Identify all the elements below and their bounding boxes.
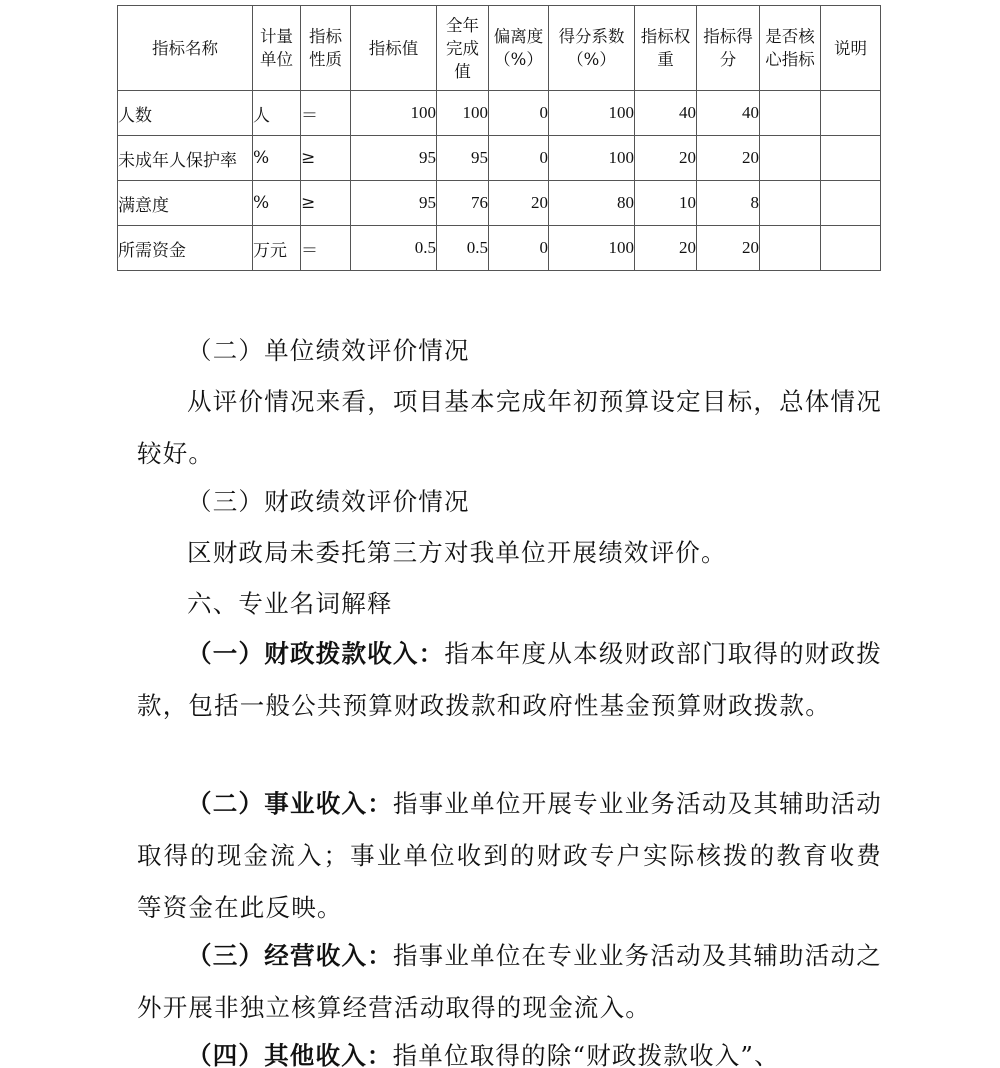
cell-nature: ≥ bbox=[301, 136, 351, 181]
term-text: 指事业单位在专业业务活动及其辅助活动之外开展非独立核算经营活动取得的现金流入。 bbox=[137, 941, 882, 1022]
cell-deviation: 20 bbox=[489, 181, 549, 226]
cell-score-coefficient: 100 bbox=[549, 226, 635, 271]
cell-unit: 人 bbox=[253, 91, 301, 136]
cell-indicator-name: 人数 bbox=[118, 91, 253, 136]
term-text: 指事业单位开展专业业务活动及其辅助活动取得的现金流入；事业单位收到的财政专户实际核拨的教育收费等资金在此反映。 bbox=[137, 789, 882, 922]
cell-target-value: 95 bbox=[351, 136, 437, 181]
table-row bbox=[118, 136, 881, 181]
cell-score-coefficient: 100 bbox=[549, 91, 635, 136]
cell-actual-value: 95 bbox=[437, 136, 489, 181]
term-definition-item bbox=[137, 930, 882, 1034]
cell-nature: ≥ bbox=[301, 181, 351, 226]
cell-target-value: 95 bbox=[351, 181, 437, 226]
cell-core-indicator bbox=[760, 136, 821, 181]
cell-indicator-name: 所需资金 bbox=[118, 226, 253, 271]
header-deviation: 偏离度 （%） bbox=[489, 6, 549, 91]
header-unit: 计量 单位 bbox=[253, 6, 301, 91]
cell-target-value: 0.5 bbox=[351, 226, 437, 271]
unit-eval-heading: （二）单位绩效评价情况 bbox=[187, 336, 470, 365]
header-actual-value: 全年 完成 值 bbox=[437, 6, 489, 91]
cell-score: 20 bbox=[697, 136, 760, 181]
cell-actual-value: 76 bbox=[437, 181, 489, 226]
cell-weight: 20 bbox=[635, 226, 697, 271]
cell-notes bbox=[821, 136, 881, 181]
cell-unit: 万元 bbox=[253, 226, 301, 271]
header-notes: 说明 bbox=[821, 6, 881, 91]
cell-target-value: 100 bbox=[351, 91, 437, 136]
cell-core-indicator bbox=[760, 181, 821, 226]
table-row bbox=[118, 226, 881, 271]
term-text: 指本年度从本级财政部门取得的财政拨款，包括一般公共预算财政拨款和政府性基金预算财政拨款。 bbox=[137, 639, 882, 720]
cell-weight: 10 bbox=[635, 181, 697, 226]
unit-eval-body: 从评价情况来看，项目基本完成年初预算设定目标，总体情况较好。 bbox=[137, 387, 882, 468]
cell-actual-value: 100 bbox=[437, 91, 489, 136]
cell-core-indicator bbox=[760, 226, 821, 271]
cell-indicator-name: 满意度 bbox=[118, 181, 253, 226]
cell-notes bbox=[821, 226, 881, 271]
header-core-indicator: 是否核 心指标 bbox=[760, 6, 821, 91]
cell-score: 20 bbox=[697, 226, 760, 271]
cell-nature: ＝ bbox=[301, 91, 351, 136]
header-nature: 指标 性质 bbox=[301, 6, 351, 91]
header-weight: 指标权 重 bbox=[635, 6, 697, 91]
cell-unit: % bbox=[253, 181, 301, 226]
term-label: （四）其他收入： bbox=[187, 1041, 393, 1068]
header-target-value: 指标值 bbox=[351, 6, 437, 91]
cell-unit: % bbox=[253, 136, 301, 181]
finance-eval-heading: （三）财政绩效评价情况 bbox=[187, 487, 470, 516]
cell-core-indicator bbox=[760, 91, 821, 136]
cell-deviation: 0 bbox=[489, 226, 549, 271]
cell-deviation: 0 bbox=[489, 136, 549, 181]
header-score: 指标得 分 bbox=[697, 6, 760, 91]
performance-indicator-table bbox=[117, 5, 881, 271]
cell-notes bbox=[821, 91, 881, 136]
term-label: （一）财政拨款收入： bbox=[187, 639, 445, 668]
term-definition-item bbox=[137, 1030, 882, 1068]
table-row bbox=[118, 91, 881, 136]
cell-weight: 40 bbox=[635, 91, 697, 136]
cell-notes bbox=[821, 181, 881, 226]
header-score-coefficient: 得分系数 （%） bbox=[549, 6, 635, 91]
term-label: （二）事业收入： bbox=[187, 789, 393, 818]
cell-deviation: 0 bbox=[489, 91, 549, 136]
cell-score-coefficient: 80 bbox=[549, 181, 635, 226]
cell-weight: 20 bbox=[635, 136, 697, 181]
header-indicator-name: 指标名称 bbox=[118, 6, 253, 91]
term-definition-item bbox=[137, 628, 882, 732]
cell-score: 40 bbox=[697, 91, 760, 136]
finance-eval-body: 区财政局未委托第三方对我单位开展绩效评价。 bbox=[187, 538, 727, 567]
terms-section-heading: 六、专业名词解释 bbox=[187, 589, 393, 618]
cell-indicator-name: 未成年人保护率 bbox=[118, 136, 253, 181]
table-header-row bbox=[118, 6, 881, 91]
cell-nature: ＝ bbox=[301, 226, 351, 271]
term-text: 指单位取得的除“财政拨款收入”、 bbox=[392, 1041, 780, 1068]
table-row bbox=[118, 181, 881, 226]
term-label: （三）经营收入： bbox=[187, 941, 393, 970]
cell-actual-value: 0.5 bbox=[437, 226, 489, 271]
cell-score-coefficient: 100 bbox=[549, 136, 635, 181]
term-definition-item bbox=[137, 778, 882, 934]
cell-score: 8 bbox=[697, 181, 760, 226]
